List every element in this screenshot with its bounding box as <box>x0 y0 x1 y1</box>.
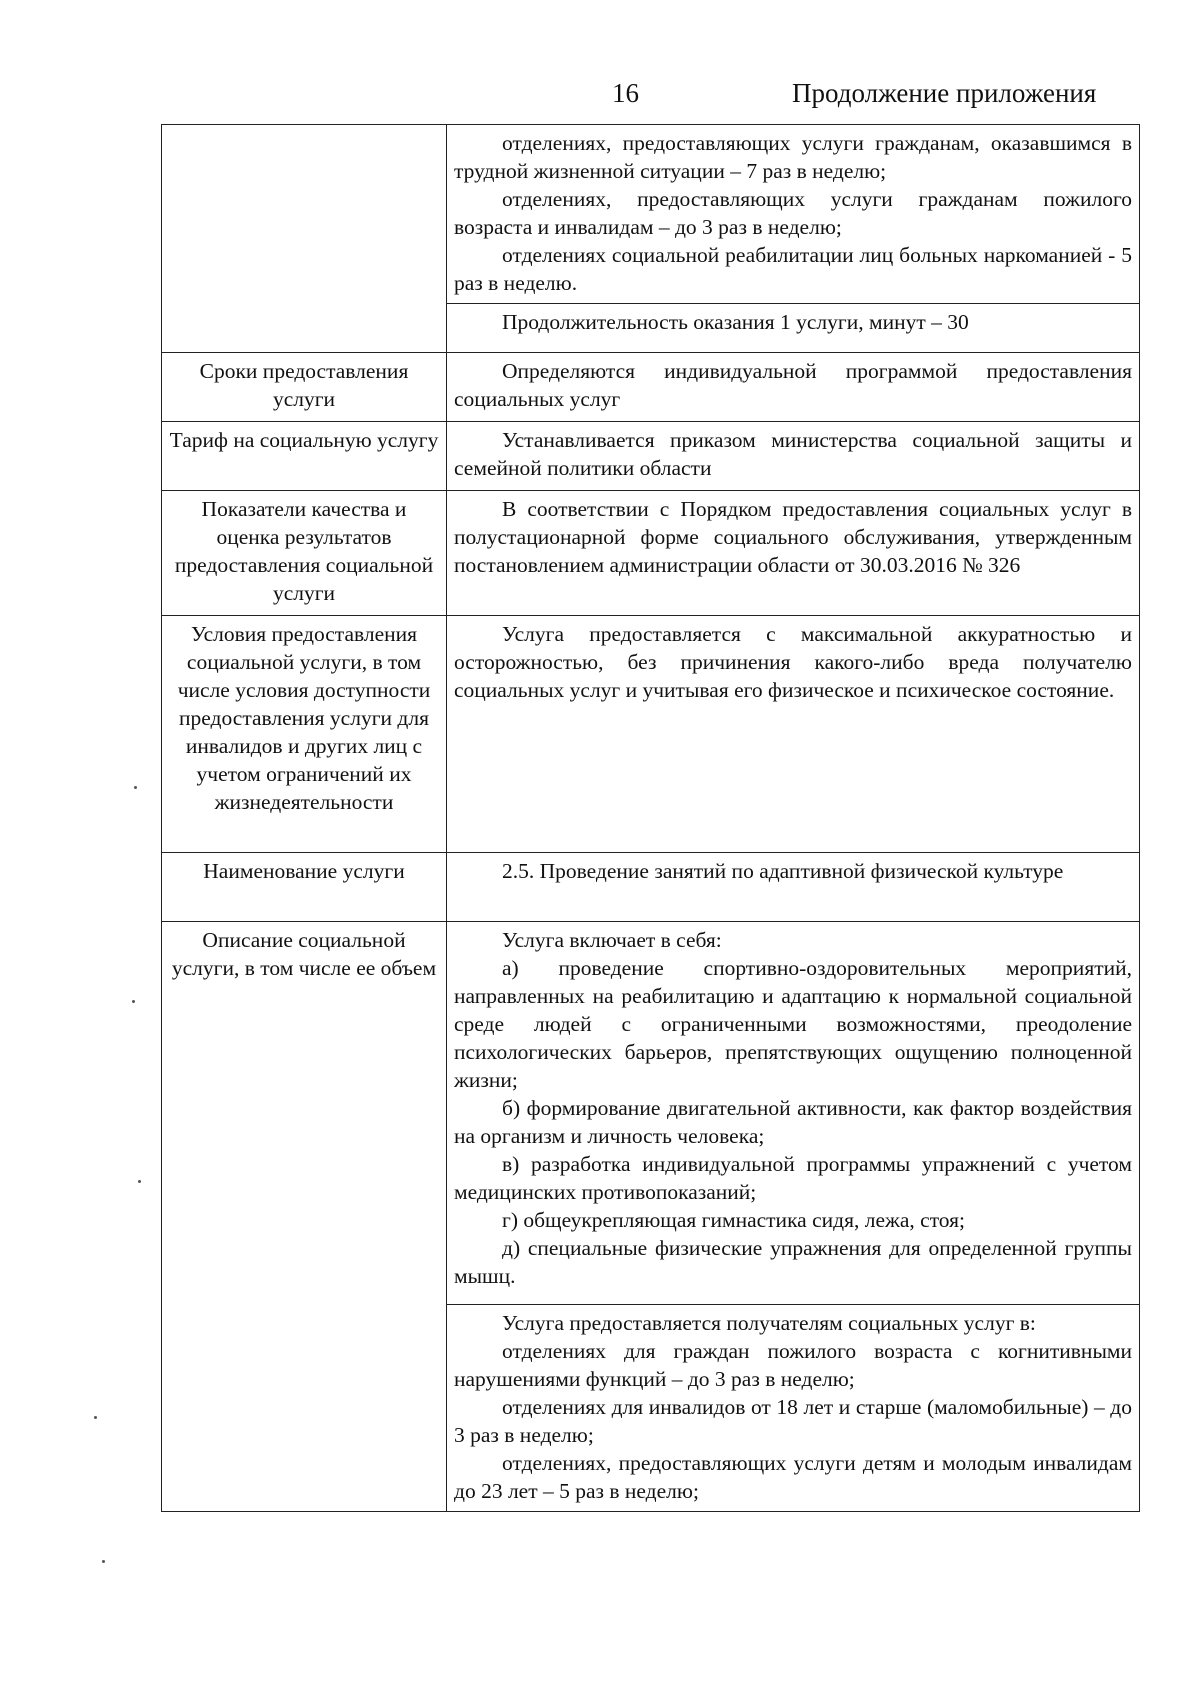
services-table <box>161 124 1140 1512</box>
table-row <box>162 491 1140 616</box>
row-content <box>447 422 1140 491</box>
content-paragraph: а) проведение спортивно-оздоровительных мероприятий, направленных на реабилитацию и адаптацию к нормальной социальной среде людей с ограниченными возможностями, преодоление психологических барьеров, препятствующих ощущению полноценной жизни; <box>454 956 1132 1092</box>
row-content <box>447 353 1140 422</box>
scan-speck <box>134 786 137 789</box>
table-row <box>162 353 1140 422</box>
table-row <box>162 125 1140 304</box>
content-paragraph: б) формирование двигательной активности, как фактор воздействия на организм и личность человека; <box>454 1096 1132 1148</box>
page-number: 16 <box>612 78 639 108</box>
scan-speck <box>102 1560 105 1563</box>
row-label: Описание социальной услуги, в том числе ее объем <box>162 922 447 1512</box>
content-paragraph: г) общеукрепляющая гимнастика сидя, лежа, стоя; <box>502 1208 966 1232</box>
content-paragraph: отделениях для инвалидов от 18 лет и старше (маломобильные) – до 3 раз в неделю; <box>454 1395 1132 1447</box>
row-content <box>447 1305 1140 1512</box>
row-label: Сроки предоставления услуги <box>162 353 447 422</box>
table-row <box>162 922 1140 1305</box>
content-paragraph: Определяются индивидуальной программой предоставления социальных услуг <box>454 359 1132 411</box>
content-paragraph: Устанавливается приказом министерства социальной защиты и семейной политики области <box>454 428 1132 480</box>
page-header <box>0 78 1200 118</box>
content-paragraph: Продолжительность оказания 1 услуги, минут – 30 <box>502 310 969 334</box>
table-row <box>162 616 1140 853</box>
content-paragraph: отделениях, предоставляющих услуги детям и молодым инвалидам до 23 лет – 5 раз в неделю; <box>454 1451 1132 1503</box>
scan-speck <box>138 1180 141 1183</box>
content-paragraph: Услуга включает в себя: <box>502 928 722 952</box>
content-paragraph: в) разработка индивидуальной программы упражнений с учетом медицинских противопоказаний; <box>454 1152 1132 1204</box>
content-paragraph: д) специальные физические упражнения для определенной группы мышц. <box>454 1236 1132 1288</box>
row-content <box>447 922 1140 1305</box>
row-content <box>447 491 1140 616</box>
table-row <box>162 422 1140 491</box>
row-label <box>162 125 447 353</box>
content-paragraph: отделениях для граждан пожилого возраста с когнитивными нарушениями функций – до 3 раз в неделю; <box>454 1339 1132 1391</box>
content-paragraph: отделениях социальной реабилитации лиц больных наркоманией - 5 раз в неделю. <box>454 243 1132 295</box>
row-content <box>447 125 1140 304</box>
row-content <box>447 616 1140 853</box>
content-paragraph: Услуга предоставляется получателям социальных услуг в: <box>502 1311 1036 1335</box>
scan-speck <box>132 1000 135 1003</box>
content-paragraph: В соответствии с Порядком предоставления социальных услуг в полустационарной форме социального обслуживания, утвержденным постановлением администрации области от 30.03.2016 № 326 <box>454 497 1132 577</box>
row-content <box>447 853 1140 922</box>
row-label: Наименование услуги <box>162 853 447 922</box>
scan-speck <box>94 1416 97 1419</box>
table-row <box>162 853 1140 922</box>
content-paragraph: Услуга предоставляется с максимальной аккуратностью и осторожностью, без причинения какого-либо вреда получателю социальных услуг и учитывая его физическое и психическое состояние. <box>454 622 1132 702</box>
row-label: Условия предоставления социальной услуги, в том числе условия доступности предоставления услуги для инвалидов и других лиц с учетом ограничений их жизнедеятельности <box>162 616 447 853</box>
continuation-label: Продолжение приложения <box>792 78 1097 108</box>
content-paragraph: 2.5. Проведение занятий по адаптивной физической культуре <box>502 859 1064 883</box>
row-content <box>447 304 1140 353</box>
content-paragraph: отделениях, предоставляющих услуги гражданам пожилого возраста и инвалидам – до 3 раз в неделю; <box>454 187 1132 239</box>
row-label: Тариф на социальную услугу <box>162 422 447 491</box>
row-label: Показатели качества и оценка результатов предоставления социальной услуги <box>162 491 447 616</box>
content-paragraph: отделениях, предоставляющих услуги гражданам, оказавшимся в трудной жизненной ситуации – 7 раз в неделю; <box>454 131 1132 183</box>
